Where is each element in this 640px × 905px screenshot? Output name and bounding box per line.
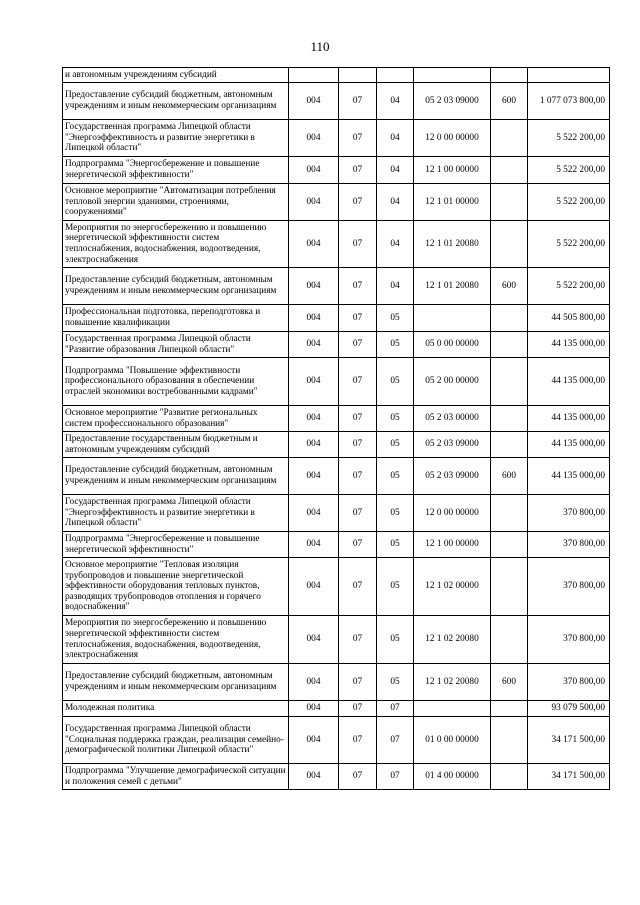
table-row [63, 701, 610, 717]
row-ved-cell: 004 [289, 558, 339, 616]
row-name-cell: Государственная программа Липецкой области "Развитие образования Липецкой области" [63, 332, 289, 358]
row-name-cell: Предоставление субсидий бюджетным, автономным учреждениям и иным некоммерческим организациям [63, 268, 289, 305]
row-name-cell: Предоставление субсидий бюджетным, автономным учреждениям и иным некоммерческим организациям [63, 458, 289, 495]
row-pr-cell: 07 [377, 701, 414, 717]
row-csr-cell: 05 2 00 00000 [414, 358, 491, 406]
row-sum-cell: 44 135 000,00 [528, 332, 610, 358]
row-sum-cell: 370 800,00 [528, 495, 610, 532]
row-sum-cell: 44 135 000,00 [528, 406, 610, 432]
row-rz-cell: 07 [339, 701, 377, 717]
row-rz-cell [339, 68, 377, 83]
table-row [63, 458, 610, 495]
row-csr-cell [414, 305, 491, 332]
row-ved-cell [289, 68, 339, 83]
table-row [63, 558, 610, 616]
row-pr-cell: 05 [377, 495, 414, 532]
table-row [63, 432, 610, 458]
row-sum-cell: 1 077 073 800,00 [528, 83, 610, 120]
row-ved-cell: 004 [289, 83, 339, 120]
row-vr-cell: 600 [491, 83, 528, 120]
row-sum-cell: 370 800,00 [528, 664, 610, 701]
table-row [63, 68, 610, 83]
table-row [63, 358, 610, 406]
table-row [63, 184, 610, 221]
row-pr-cell: 04 [377, 221, 414, 268]
row-csr-cell: 01 4 00 00000 [414, 764, 491, 790]
row-csr-cell [414, 68, 491, 83]
table-row [63, 120, 610, 157]
row-pr-cell: 05 [377, 458, 414, 495]
row-name-cell: Профессиональная подготовка, переподготовка и повышение квалификации [63, 305, 289, 332]
row-vr-cell [491, 332, 528, 358]
row-csr-cell: 05 2 03 09000 [414, 83, 491, 120]
row-sum-cell: 44 135 000,00 [528, 432, 610, 458]
row-ved-cell: 004 [289, 717, 339, 764]
table-row [63, 305, 610, 332]
row-sum-cell: 34 171 500,00 [528, 717, 610, 764]
row-pr-cell: 05 [377, 558, 414, 616]
table-row [63, 406, 610, 432]
row-sum-cell: 370 800,00 [528, 616, 610, 664]
row-sum-cell: 5 522 200,00 [528, 184, 610, 221]
row-csr-cell: 12 1 01 20080 [414, 221, 491, 268]
row-name-cell: Государственная программа Липецкой области "Социальная поддержка граждан, реализация семейно-демографической политики Липецкой области" [63, 717, 289, 764]
row-ved-cell: 004 [289, 157, 339, 184]
row-rz-cell: 07 [339, 764, 377, 790]
row-pr-cell: 05 [377, 432, 414, 458]
row-csr-cell: 05 2 03 09000 [414, 458, 491, 495]
table-row [63, 83, 610, 120]
row-csr-cell: 12 1 00 00000 [414, 157, 491, 184]
table-row [63, 268, 610, 305]
row-vr-cell [491, 184, 528, 221]
row-ved-cell: 004 [289, 332, 339, 358]
row-rz-cell: 07 [339, 268, 377, 305]
row-pr-cell: 05 [377, 305, 414, 332]
row-rz-cell: 07 [339, 184, 377, 221]
row-sum-cell: 5 522 200,00 [528, 157, 610, 184]
row-ved-cell: 004 [289, 120, 339, 157]
row-rz-cell: 07 [339, 558, 377, 616]
row-sum-cell: 44 505 800,00 [528, 305, 610, 332]
row-ved-cell: 004 [289, 616, 339, 664]
row-csr-cell: 12 0 00 00000 [414, 495, 491, 532]
row-name-cell: Подпрограмма "Энергосбережение и повышение энергетической эффективности" [63, 532, 289, 558]
row-pr-cell: 05 [377, 532, 414, 558]
row-pr-cell: 05 [377, 332, 414, 358]
row-rz-cell: 07 [339, 616, 377, 664]
row-vr-cell [491, 495, 528, 532]
table-row [63, 332, 610, 358]
row-ved-cell: 004 [289, 764, 339, 790]
table-row [63, 157, 610, 184]
row-sum-cell: 93 079 500,00 [528, 701, 610, 717]
row-csr-cell: 12 1 02 20080 [414, 616, 491, 664]
table-row [63, 532, 610, 558]
row-csr-cell [414, 701, 491, 717]
row-ved-cell: 004 [289, 184, 339, 221]
row-rz-cell: 07 [339, 157, 377, 184]
row-name-cell: Основное мероприятие "Автоматизация потребления тепловой энергии зданиями, строениями, сооружениями" [63, 184, 289, 221]
row-vr-cell [491, 701, 528, 717]
row-ved-cell: 004 [289, 432, 339, 458]
row-name-cell: Предоставление субсидий бюджетным, автономным учреждениям и иным некоммерческим организациям [63, 83, 289, 120]
row-csr-cell: 05 2 03 09000 [414, 432, 491, 458]
budget-table [62, 67, 610, 790]
row-name-cell: Предоставление государственным бюджетным и автономным учреждениям субсидий [63, 432, 289, 458]
budget-table-body [63, 68, 610, 790]
row-vr-cell [491, 616, 528, 664]
row-vr-cell [491, 558, 528, 616]
row-sum-cell: 5 522 200,00 [528, 120, 610, 157]
row-ved-cell: 004 [289, 458, 339, 495]
row-sum-cell: 44 135 000,00 [528, 358, 610, 406]
row-vr-cell [491, 221, 528, 268]
row-vr-cell [491, 68, 528, 83]
row-pr-cell: 05 [377, 616, 414, 664]
row-vr-cell: 600 [491, 664, 528, 701]
row-pr-cell: 05 [377, 358, 414, 406]
row-rz-cell: 07 [339, 358, 377, 406]
row-vr-cell [491, 358, 528, 406]
row-csr-cell: 05 0 00 00000 [414, 332, 491, 358]
row-pr-cell: 05 [377, 406, 414, 432]
row-sum-cell: 44 135 000,00 [528, 458, 610, 495]
row-ved-cell: 004 [289, 406, 339, 432]
row-rz-cell: 07 [339, 717, 377, 764]
row-csr-cell: 01 0 00 00000 [414, 717, 491, 764]
row-rz-cell: 07 [339, 83, 377, 120]
row-sum-cell: 34 171 500,00 [528, 764, 610, 790]
row-sum-cell: 370 800,00 [528, 558, 610, 616]
row-name-cell: Подпрограмма "Повышение эффективности профессионального образования в обеспечении отраслей экономики востребованными кадрами" [63, 358, 289, 406]
table-row [63, 221, 610, 268]
row-pr-cell [377, 68, 414, 83]
row-vr-cell [491, 532, 528, 558]
row-name-cell: Подпрограмма "Улучшение демографической ситуации и положения семей с детьми" [63, 764, 289, 790]
row-name-cell: Предоставление субсидий бюджетным, автономным учреждениям и иным некоммерческим организациям [63, 664, 289, 701]
row-pr-cell: 04 [377, 120, 414, 157]
row-ved-cell: 004 [289, 532, 339, 558]
row-ved-cell: 004 [289, 305, 339, 332]
table-row [63, 764, 610, 790]
row-vr-cell: 600 [491, 458, 528, 495]
row-rz-cell: 07 [339, 221, 377, 268]
table-row [63, 495, 610, 532]
row-vr-cell [491, 432, 528, 458]
row-pr-cell: 04 [377, 184, 414, 221]
row-sum-cell: 5 522 200,00 [528, 268, 610, 305]
row-rz-cell: 07 [339, 664, 377, 701]
row-ved-cell: 004 [289, 495, 339, 532]
row-name-cell: Мероприятия по энергосбережению и повышению энергетической эффективности систем теплоснабжения, водоснабжения, водоотведения, электроснабжения [63, 221, 289, 268]
table-row [63, 717, 610, 764]
row-ved-cell: 004 [289, 358, 339, 406]
row-rz-cell: 07 [339, 406, 377, 432]
row-csr-cell: 12 1 02 00000 [414, 558, 491, 616]
row-csr-cell: 12 1 00 00000 [414, 532, 491, 558]
table-row [63, 616, 610, 664]
row-pr-cell: 04 [377, 157, 414, 184]
row-sum-cell: 5 522 200,00 [528, 221, 610, 268]
row-name-cell: Основное мероприятие "Тепловая изоляция трубопроводов и повышение энергетической эффективности оборудования тепловых пунктов, разводящих трубопроводов отопления и горячего водоснабжения" [63, 558, 289, 616]
row-name-cell: и автономным учреждениям субсидий [63, 68, 289, 83]
row-rz-cell: 07 [339, 532, 377, 558]
row-vr-cell [491, 764, 528, 790]
row-csr-cell: 05 2 03 00000 [414, 406, 491, 432]
row-name-cell: Государственная программа Липецкой области "Энергоэффективность и развитие энергетики в Липецкой области" [63, 120, 289, 157]
row-pr-cell: 04 [377, 83, 414, 120]
row-sum-cell: 370 800,00 [528, 532, 610, 558]
row-pr-cell: 04 [377, 268, 414, 305]
row-vr-cell [491, 120, 528, 157]
row-vr-cell: 600 [491, 268, 528, 305]
row-sum-cell [528, 68, 610, 83]
row-ved-cell: 004 [289, 664, 339, 701]
row-pr-cell: 07 [377, 764, 414, 790]
row-vr-cell [491, 305, 528, 332]
row-ved-cell: 004 [289, 701, 339, 717]
row-pr-cell: 05 [377, 664, 414, 701]
row-ved-cell: 004 [289, 221, 339, 268]
row-rz-cell: 07 [339, 495, 377, 532]
table-row [63, 664, 610, 701]
row-name-cell: Подпрограмма "Энергосбережение и повышение энергетической эффективности" [63, 157, 289, 184]
row-csr-cell: 12 1 01 20080 [414, 268, 491, 305]
row-vr-cell [491, 157, 528, 184]
row-vr-cell [491, 406, 528, 432]
row-rz-cell: 07 [339, 432, 377, 458]
row-rz-cell: 07 [339, 332, 377, 358]
row-ved-cell: 004 [289, 268, 339, 305]
row-vr-cell [491, 717, 528, 764]
row-rz-cell: 07 [339, 305, 377, 332]
row-csr-cell: 12 1 02 20080 [414, 664, 491, 701]
row-csr-cell: 12 0 00 00000 [414, 120, 491, 157]
page-number: 110 [310, 39, 330, 54]
row-name-cell: Государственная программа Липецкой области "Энергоэффективность и развитие энергетики в Липецкой области" [63, 495, 289, 532]
row-name-cell: Молодежная политика [63, 701, 289, 717]
row-name-cell: Мероприятия по энергосбережению и повышению энергетической эффективности систем теплоснабжения, водоснабжения, водоотведения, электроснабжения [63, 616, 289, 664]
row-rz-cell: 07 [339, 458, 377, 495]
row-csr-cell: 12 1 01 00000 [414, 184, 491, 221]
row-name-cell: Основное мероприятие "Развитие региональных систем профессионального образования" [63, 406, 289, 432]
row-rz-cell: 07 [339, 120, 377, 157]
row-pr-cell: 07 [377, 717, 414, 764]
